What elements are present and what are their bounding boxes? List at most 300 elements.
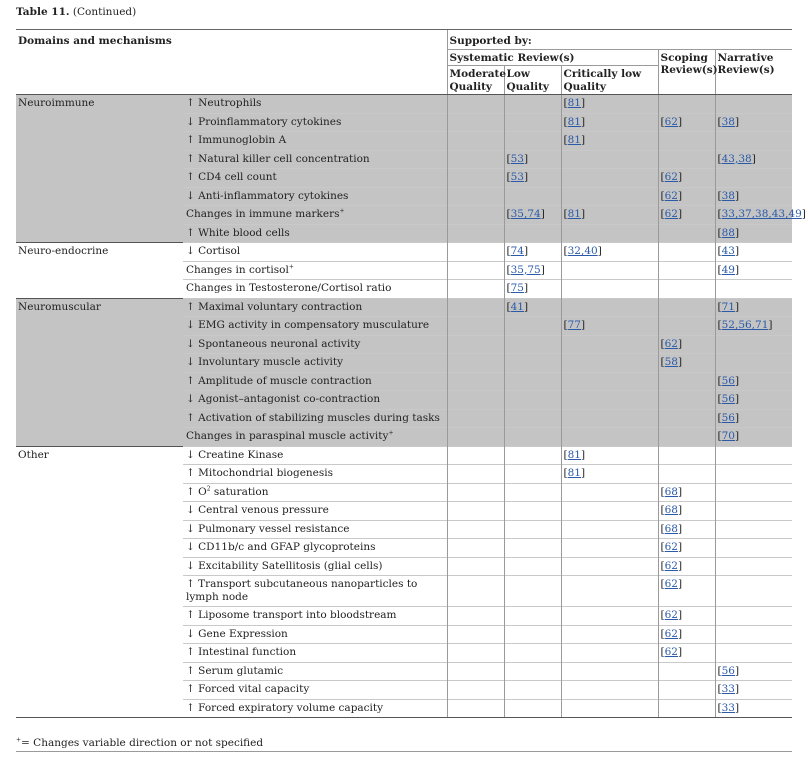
- moderate-cell: [447, 113, 504, 132]
- citation-link[interactable]: [718, 375, 740, 387]
- citation-link[interactable]: [718, 190, 740, 202]
- citation-link[interactable]: [564, 449, 586, 461]
- citation-link[interactable]: [718, 665, 740, 677]
- mechanism-text: ↑ Immunoglobin A: [186, 134, 287, 146]
- scoping-cell: [658, 520, 715, 539]
- critical-cell: [561, 465, 658, 484]
- narrative-cell: [715, 446, 792, 465]
- bracket-close: ]: [540, 208, 545, 220]
- citation-link[interactable]: [661, 609, 683, 621]
- low-cell: [504, 662, 561, 681]
- bracket-close: ]: [678, 627, 683, 640]
- bracket-open: [: [717, 300, 722, 313]
- bracket-open: [: [717, 263, 722, 276]
- bracket-open: [: [563, 115, 568, 128]
- citation-link[interactable]: [564, 97, 586, 109]
- moderate-cell: [447, 280, 504, 299]
- citation-link[interactable]: [718, 301, 740, 313]
- bracket-open: [: [506, 263, 511, 276]
- footnote-mark: +: [16, 736, 22, 744]
- citation-link[interactable]: [661, 541, 683, 553]
- moderate-cell: [447, 576, 504, 607]
- critical-cell: [561, 354, 658, 373]
- critical-cell: [561, 607, 658, 626]
- narrative-cell: [715, 187, 792, 206]
- bracket-open: [: [660, 522, 665, 535]
- bracket-close: ]: [581, 448, 586, 461]
- citation-numbers: 41: [510, 300, 524, 313]
- mechanism-cell: [183, 243, 447, 262]
- bracket-open: [: [660, 578, 665, 590]
- domain-cell: Other: [16, 446, 183, 718]
- citation-numbers: 58: [664, 356, 678, 368]
- narrative-cell: [715, 607, 792, 626]
- low-cell: [504, 607, 561, 626]
- critical-cell: [561, 113, 658, 132]
- narrative-cell: [715, 662, 792, 681]
- low-cell: [504, 699, 561, 718]
- bracket-close: ]: [524, 300, 529, 313]
- citation-numbers: 68: [664, 522, 678, 535]
- moderate-cell: [447, 95, 504, 114]
- moderate-cell: [447, 465, 504, 484]
- header-domains: Domains and mechanisms: [16, 30, 447, 95]
- citation-numbers: 68: [664, 504, 678, 516]
- citation-link[interactable]: [718, 412, 740, 424]
- mechanism-text: ↓ Excitability Satellitosis (glial cells): [186, 559, 383, 572]
- bracket-close: ]: [735, 411, 740, 424]
- citation-link[interactable]: [564, 134, 586, 146]
- narrative-cell: [715, 502, 792, 521]
- bracket-close: ]: [540, 263, 545, 276]
- narrative-cell: [715, 539, 792, 558]
- citation-numbers: 68: [664, 485, 678, 498]
- low-cell: [504, 132, 561, 151]
- scoping-cell: [658, 662, 715, 681]
- bracket-open: [: [563, 448, 568, 461]
- table-row: [16, 95, 792, 114]
- moderate-cell: [447, 644, 504, 663]
- low-cell: [504, 317, 561, 336]
- mechanism-text: ↑ Amplitude of muscle contraction: [186, 374, 372, 387]
- citation-numbers: 81: [567, 134, 581, 146]
- low-cell: [504, 95, 561, 114]
- citation-numbers: 77: [567, 319, 581, 331]
- mechanism-cell: [183, 502, 447, 521]
- critical-cell: [561, 681, 658, 700]
- citation-link[interactable]: [718, 702, 740, 714]
- domain-cell: Neuro-endocrine: [16, 243, 183, 299]
- citation-link[interactable]: [661, 523, 683, 535]
- moderate-cell: [447, 557, 504, 576]
- citation-link[interactable]: [718, 430, 740, 442]
- scoping-cell: [658, 280, 715, 299]
- mechanism-text: ↑ Neutrophils: [186, 97, 262, 109]
- mechanism-text: ↓ Cortisol: [186, 245, 241, 257]
- critical-cell: [561, 169, 658, 188]
- bracket-open: [: [660, 609, 665, 621]
- scoping-cell: [658, 132, 715, 151]
- bracket-close: ]: [735, 300, 740, 313]
- moderate-cell: [447, 428, 504, 447]
- citation-link[interactable]: [661, 578, 683, 590]
- scoping-cell: [658, 409, 715, 428]
- narrative-cell: [715, 699, 792, 718]
- bracket-close: ]: [735, 393, 740, 405]
- mechanism-text: ↑ Transport subcutaneous nanoparticles to lymph node: [186, 578, 418, 603]
- citation-numbers: 75: [510, 282, 524, 294]
- mechanism-cell: [183, 607, 447, 626]
- mechanism-cell: [183, 428, 447, 447]
- narrative-cell: [715, 644, 792, 663]
- moderate-cell: [447, 625, 504, 644]
- citation-link[interactable]: [718, 227, 740, 239]
- bracket-close: ]: [581, 319, 586, 331]
- bracket-close: ]: [581, 134, 586, 146]
- citation-numbers: 62: [664, 609, 678, 621]
- citation-link[interactable]: [718, 319, 773, 331]
- critical-cell: [561, 150, 658, 169]
- header-supported-by: Supported by:: [447, 30, 792, 49]
- critical-cell: [561, 95, 658, 114]
- citation-numbers: 35,75: [510, 263, 541, 276]
- low-cell: [504, 681, 561, 700]
- mechanism-cell: [183, 206, 447, 225]
- table-caption-text: (Continued): [72, 6, 137, 18]
- superscript-mark: +: [339, 207, 345, 215]
- critical-cell: [561, 132, 658, 151]
- narrative-cell: [715, 243, 792, 262]
- narrative-cell: [715, 150, 792, 169]
- bracket-close: ]: [678, 646, 683, 658]
- low-cell: [504, 169, 561, 188]
- mechanism-text: ↑ CD4 cell count: [186, 171, 277, 183]
- critical-cell: [561, 187, 658, 206]
- bracket-open: [: [660, 356, 665, 368]
- critical-cell: [561, 243, 658, 262]
- citation-numbers: 56: [721, 393, 735, 405]
- mechanism-text-tail: saturation: [210, 485, 269, 498]
- citation-link[interactable]: [661, 486, 683, 498]
- low-cell: [504, 150, 561, 169]
- bracket-close: ]: [524, 282, 529, 294]
- header-narrative: Narrative Review(s): [715, 49, 792, 95]
- moderate-cell: [447, 317, 504, 336]
- critical-cell: [561, 335, 658, 354]
- bracket-close: ]: [597, 245, 602, 257]
- mechanism-text: ↑ Maximal voluntary contraction: [186, 300, 363, 313]
- bracket-open: [: [717, 411, 722, 424]
- low-cell: [504, 409, 561, 428]
- scoping-cell: [658, 539, 715, 558]
- bracket-close: ]: [751, 152, 756, 165]
- low-cell: [504, 539, 561, 558]
- footnote: [16, 737, 263, 749]
- scoping-cell: [658, 391, 715, 410]
- citation-link[interactable]: [718, 116, 740, 128]
- citation-link[interactable]: [507, 282, 529, 294]
- table-body: [16, 95, 806, 718]
- bracket-open: [: [506, 282, 511, 294]
- mechanism-text: ↑ Intestinal function: [186, 646, 297, 658]
- citation-numbers: 62: [664, 578, 678, 590]
- bracket-open: [: [717, 393, 722, 405]
- moderate-cell: [447, 372, 504, 391]
- mechanism-text: ↑ Serum glutamic: [186, 664, 284, 677]
- mechanism-cell: [183, 95, 447, 114]
- citation-numbers: 62: [664, 559, 678, 572]
- mechanism-cell: [183, 539, 447, 558]
- citation-link[interactable]: [507, 245, 529, 257]
- scoping-cell: [658, 502, 715, 521]
- citation-link[interactable]: [507, 301, 529, 313]
- moderate-cell: [447, 520, 504, 539]
- bracket-open: [: [717, 226, 722, 239]
- bracket-close: ]: [678, 504, 683, 516]
- citation-link[interactable]: [661, 190, 683, 202]
- low-cell: [504, 206, 561, 225]
- narrative-cell: [715, 681, 792, 700]
- citation-link[interactable]: [507, 153, 529, 165]
- citation-numbers: 43,38: [721, 152, 752, 165]
- citation-link[interactable]: [718, 264, 740, 276]
- critical-cell: [561, 625, 658, 644]
- mechanism-text: ↑ White blood cells: [186, 226, 290, 239]
- moderate-cell: [447, 354, 504, 373]
- scoping-cell: [658, 95, 715, 114]
- citation-link[interactable]: [661, 116, 683, 128]
- citation-link[interactable]: [507, 208, 545, 220]
- mechanism-cell: [183, 409, 447, 428]
- scoping-cell: [658, 261, 715, 280]
- moderate-cell: [447, 335, 504, 354]
- citation-numbers: 81: [567, 467, 581, 479]
- citation-link[interactable]: [661, 356, 683, 368]
- scoping-cell: [658, 428, 715, 447]
- mechanism-text: ↑ O: [186, 485, 207, 498]
- critical-cell: [561, 372, 658, 391]
- bracket-open: [: [660, 208, 665, 220]
- citation-link[interactable]: [564, 245, 602, 257]
- bracket-close: ]: [735, 430, 740, 442]
- citation-link[interactable]: [661, 338, 683, 350]
- bracket-close: ]: [735, 189, 740, 202]
- citation-link[interactable]: [661, 208, 683, 220]
- moderate-cell: [447, 681, 504, 700]
- critical-cell: [561, 428, 658, 447]
- mechanism-cell: [183, 446, 447, 465]
- mechanism-cell: [183, 280, 447, 299]
- narrative-cell: [715, 335, 792, 354]
- citation-numbers: 35,74: [510, 208, 541, 220]
- narrative-cell: [715, 261, 792, 280]
- scoping-cell: [658, 113, 715, 132]
- bracket-open: [: [506, 208, 511, 220]
- critical-cell: [561, 280, 658, 299]
- citation-numbers: 62: [664, 627, 678, 640]
- citation-numbers: 81: [567, 97, 581, 109]
- citation-link[interactable]: [564, 467, 586, 479]
- moderate-cell: [447, 446, 504, 465]
- table-row: [16, 298, 792, 317]
- scoping-cell: [658, 625, 715, 644]
- low-cell: [504, 261, 561, 280]
- narrative-cell: [715, 354, 792, 373]
- scoping-cell: [658, 576, 715, 607]
- narrative-cell: [715, 132, 792, 151]
- citation-link[interactable]: [718, 393, 740, 405]
- header-low: Low Quality: [504, 66, 561, 95]
- citation-numbers: 56: [721, 374, 735, 387]
- scoping-cell: [658, 224, 715, 243]
- bracket-close: ]: [735, 683, 740, 695]
- narrative-cell: [715, 372, 792, 391]
- citation-numbers: 70: [721, 430, 735, 442]
- mechanism-cell: [183, 298, 447, 317]
- mechanism-cell: [183, 576, 447, 607]
- bracket-open: [: [660, 171, 665, 183]
- scoping-cell: [658, 206, 715, 225]
- mechanism-cell: [183, 681, 447, 700]
- mechanism-text: ↓ Involuntary muscle activity: [186, 356, 344, 368]
- scoping-cell: [658, 317, 715, 336]
- bracket-close: ]: [678, 485, 683, 498]
- moderate-cell: [447, 607, 504, 626]
- mechanism-text: ↓ Spontaneous neuronal activity: [186, 337, 361, 350]
- critical-cell: [561, 224, 658, 243]
- bracket-open: [: [717, 701, 722, 714]
- citation-link[interactable]: [661, 646, 683, 658]
- bracket-open: [: [660, 541, 665, 553]
- low-cell: [504, 391, 561, 410]
- mechanism-cell: [183, 354, 447, 373]
- bracket-close: ]: [581, 115, 586, 128]
- mechanism-text: ↓ Anti-inflammatory cytokines: [186, 189, 349, 202]
- low-cell: [504, 113, 561, 132]
- scoping-cell: [658, 446, 715, 465]
- bracket-close: ]: [678, 189, 683, 202]
- citation-link[interactable]: [718, 245, 740, 257]
- table-row: [16, 243, 792, 262]
- narrative-cell: [715, 206, 806, 225]
- citation-numbers: 62: [664, 208, 678, 220]
- citation-link[interactable]: [507, 264, 545, 276]
- bracket-open: [: [660, 504, 665, 516]
- bracket-close: ]: [801, 208, 806, 220]
- citation-link[interactable]: [661, 171, 683, 183]
- bracket-close: ]: [768, 319, 773, 331]
- citation-numbers: 33: [721, 701, 735, 714]
- mechanism-text: Changes in cortisol: [186, 263, 289, 276]
- mechanism-text: Changes in paraspinal muscle activity: [186, 430, 389, 442]
- moderate-cell: [447, 502, 504, 521]
- bracket-close: ]: [678, 559, 683, 572]
- narrative-cell: [715, 280, 792, 299]
- citation-numbers: 53: [510, 171, 524, 183]
- citation-numbers: 81: [567, 115, 581, 128]
- bracket-open: [: [717, 319, 722, 331]
- mechanism-cell: [183, 372, 447, 391]
- critical-cell: [561, 539, 658, 558]
- citation-link[interactable]: [564, 319, 586, 331]
- citation-numbers: 32,40: [567, 245, 598, 257]
- citation-numbers: 62: [664, 171, 678, 183]
- citation-numbers: 62: [664, 541, 678, 553]
- citation-link[interactable]: [661, 628, 683, 640]
- bracket-open: [: [660, 627, 665, 640]
- citation-link[interactable]: [718, 153, 756, 165]
- bracket-open: [: [717, 430, 722, 442]
- critical-cell: [561, 483, 658, 502]
- mechanism-text: Changes in immune markers: [186, 208, 340, 220]
- bracket-open: [: [660, 337, 665, 350]
- bracket-close: ]: [524, 171, 529, 183]
- bracket-open: [: [660, 485, 665, 498]
- moderate-cell: [447, 483, 504, 502]
- bracket-open: [: [506, 171, 511, 183]
- bracket-open: [: [660, 115, 665, 128]
- moderate-cell: [447, 243, 504, 262]
- scoping-cell: [658, 187, 715, 206]
- citation-link[interactable]: [661, 504, 683, 516]
- narrative-cell: [715, 483, 792, 502]
- citation-numbers: 81: [567, 208, 581, 220]
- moderate-cell: [447, 261, 504, 280]
- mechanism-cell: [183, 187, 447, 206]
- citation-link[interactable]: [507, 171, 529, 183]
- narrative-cell: [715, 409, 792, 428]
- scoping-cell: [658, 243, 715, 262]
- footnote-rule: [16, 751, 792, 752]
- narrative-cell: [715, 520, 792, 539]
- mechanism-cell: [183, 169, 447, 188]
- citation-numbers: 74: [510, 245, 524, 257]
- moderate-cell: [447, 169, 504, 188]
- bracket-open: [: [660, 646, 665, 658]
- critical-cell: [561, 502, 658, 521]
- critical-cell: [561, 576, 658, 607]
- mechanism-text: ↓ Agonist–antagonist co-contraction: [186, 393, 381, 405]
- citation-link[interactable]: [718, 208, 806, 220]
- citation-link[interactable]: [661, 560, 683, 572]
- bracket-open: [: [563, 134, 568, 146]
- narrative-cell: [715, 428, 792, 447]
- citation-link[interactable]: [718, 683, 740, 695]
- superscript-mark: +: [288, 263, 294, 270]
- header-moderate: Moderate Quality: [447, 66, 504, 95]
- bracket-close: ]: [678, 609, 683, 621]
- scoping-cell: [658, 557, 715, 576]
- mechanism-text: ↓ Central venous pressure: [186, 504, 329, 516]
- bracket-open: [: [563, 245, 568, 257]
- mechanism-text: ↑ Forced expiratory volume capacity: [186, 701, 384, 714]
- moderate-cell: [447, 206, 504, 225]
- narrative-cell: [715, 625, 792, 644]
- scoping-cell: [658, 644, 715, 663]
- low-cell: [504, 428, 561, 447]
- citation-link[interactable]: [564, 116, 586, 128]
- mechanism-text: ↑ Liposome transport into bloodstream: [186, 609, 397, 621]
- domain-cell: Neuroimmune: [16, 95, 183, 243]
- bracket-open: [: [717, 664, 722, 677]
- citation-link[interactable]: [564, 208, 586, 220]
- bracket-close: ]: [735, 115, 740, 128]
- bracket-close: ]: [581, 97, 586, 109]
- scoping-cell: [658, 465, 715, 484]
- bracket-open: [: [717, 683, 722, 695]
- moderate-cell: [447, 391, 504, 410]
- scoping-cell: [658, 150, 715, 169]
